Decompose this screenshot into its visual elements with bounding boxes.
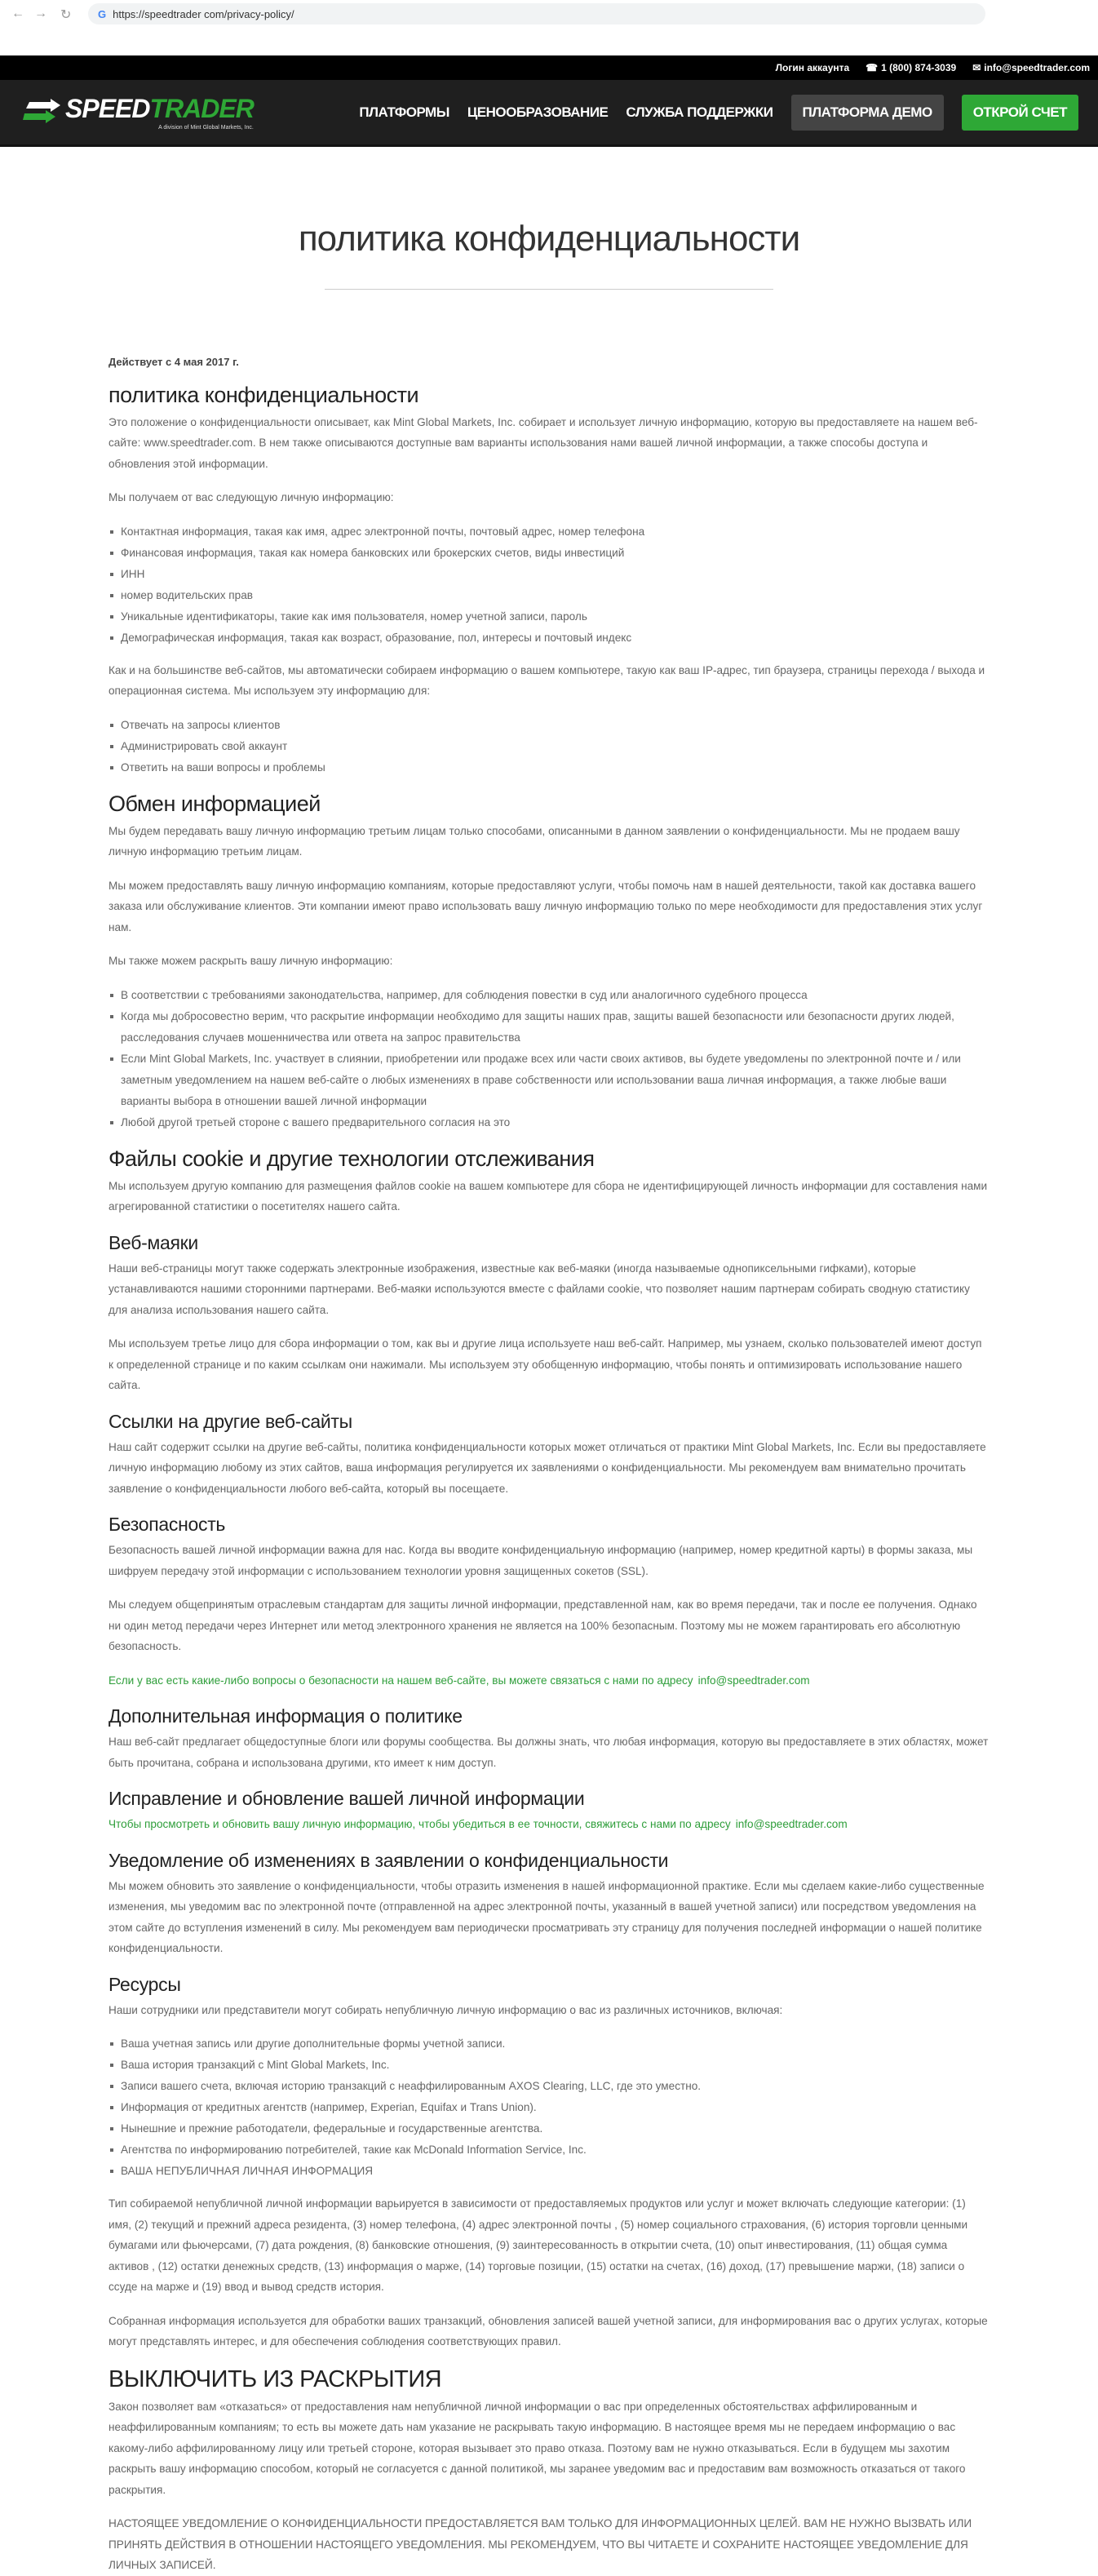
section-heading: ВЫКЛЮЧИТЬ ИЗ РАСКРЫТИЯ: [108, 2365, 442, 2392]
list-item: Контактная информация, такая как имя, адрес электронной почты, почтовый адрес, номер телефона: [108, 521, 990, 543]
section-heading: Дополнительная информация о политике: [108, 1705, 463, 1727]
section-heading: Исправление и обновление вашей личной информации: [108, 1788, 585, 1809]
paragraph: Мы можем предоставлять вашу личную информацию компаниям, которые предоставляют услуги, чтобы помочь нам в нашей деятельности, такой как доставка вашего заказа или обслуживание клиентов. Эти компании имеют право использовать вашу личную информацию только по мере необходимости для предоставления этих услуг нам.: [108, 879, 983, 933]
paragraph: Наши веб-страницы могут также содержать электронные изображения, известные как веб-маяки (иногда называемые однопиксельными гифками), которые устанавливаются нашими сторонними партнерами. Веб-маяки используются вместе с файлами cookie, что позволяет нашим партнерам собирать сводную статистику для анализа использования нашего сайта.: [108, 1261, 970, 1316]
list-item: Отвечать на запросы клиентов: [108, 715, 990, 736]
demo-platform-button[interactable]: ПЛАТФОРМА ДЕМО: [791, 95, 944, 131]
open-account-button[interactable]: ОТКРОЙ СЧЕТ: [962, 95, 1078, 131]
browser-chrome: [0, 0, 1098, 55]
usage-list: [108, 715, 990, 778]
section-heading: Обмен информацией: [108, 791, 321, 816]
list-item: Администрировать свой аккаунт: [108, 736, 990, 757]
mail-icon: ✉: [972, 62, 981, 73]
paragraph: Наши сотрудники или представители могут собирать непубличную личную информацию о вас из различных источников, включая:: [108, 2003, 783, 2016]
page-title: политика конфиденциальности: [298, 219, 800, 259]
security-contact: Если у вас есть какие-либо вопросы о безопасности на нашем веб-сайте, вы можете связаться с нами по адресу info@speedtrader.com: [108, 1674, 810, 1687]
forward-icon[interactable]: →: [34, 7, 47, 20]
effective-date: Действует с 4 мая 2017 г.: [108, 356, 239, 368]
paragraph: Собранная информация используется для обработки ваших транзакций, обновления записей вашей учетной записи, для информирования вас о других услугах, которые могут представлять интерес, и для обеспечения соблюдения соответствующих правил.: [108, 2314, 988, 2348]
list-item: В соответствии с требованиями законодательства, например, для соблюдения повестки в суд или аналогичного судебного процесса: [108, 985, 990, 1006]
info-list: [108, 521, 990, 649]
paragraph: Мы используем другую компанию для размещения файлов cookie на вашем компьютере для сбора не идентифицирующей личность информации для составления нами агрегированной статистики о посетителях нашего сайта.: [108, 1179, 988, 1213]
email-link[interactable]: ✉ info@speedtrader.com: [972, 62, 1090, 73]
logo-arrows-icon: [23, 99, 62, 123]
paragraph: Тип собираемой непубличной личной информации варьируется в зависимости от предоставляемых продуктов или услуг и может включать следующие категории: (1) имя, (2) текущий и прежний адреса резидента, (3) номер телефона, (4) адрес электронной почты , (5) номер социального страхования, (6) история торговли ценными бумагами или фьючерсами, (7) дата рождения, (8) банковские отношения, (9) заинтересованность в открытии счета, (10) опыт инвестирования, (11) общая сумма активов , (12) остатки денежных средств, (13) информация о марже, (14) торговые позиции, (15) остатки на счетах, (16) доход, (17) превышение маржи, (18) записи о ссуде на марже и (19) ввод и вывод средств история.: [108, 2197, 968, 2293]
paragraph: Мы можем обновить это заявление о конфиденциальности, чтобы отразить изменения в нашей информационной практике. Если мы сделаем какие-либо существенные изменения, мы уведомим вас по электронной почте (отправленной на адрес электронной почты, указанный в вашей учетной записи) или посредством уведомления на этом сайте до вступления изменений в силу. Мы рекомендуем вам периодически просматривать эту страницу для получения последней информации о нашей политике конфиденциальности.: [108, 1879, 985, 1954]
google-icon: G: [98, 7, 107, 20]
list-item: Если Mint Global Markets, Inc. участвует в слиянии, приобретении или продаже всех или части своих активов, вы будете уведомлены по электронной почте и / или заметным уведомлением на нашем веб-сайте о любых изменениях в праве собственности или использовании ваша личная информация, а также любые ваши варианты выбора в отношении вашей личной информации: [108, 1049, 990, 1112]
paragraph: Мы будем передавать вашу личную информацию третьим лицам только способами, описанными в данном заявлении о конфиденциальности. Мы не продаем вашу личную информацию третьим лицам.: [108, 824, 960, 858]
paragraph: Наш веб-сайт предлагает общедоступные блоги или форумы сообщества. Вы должны знать, что любая информация, которую вы предоставляете в этих областях, может быть прочитана, собрана и использована другими, кто имеет к ним доступ.: [108, 1736, 989, 1769]
section-heading: Файлы cookie и другие технологии отслеживания: [108, 1146, 595, 1171]
page-header: [0, 147, 1098, 290]
paragraph: НАСТОЯЩЕЕ УВЕДОМЛЕНИЕ О КОНФИДЕНЦИАЛЬНОСТИ ПРЕДОСТАВЛЯЕТСЯ ВАМ ТОЛЬКО ДЛЯ ИНФОРМАЦИОННЫХ ЦЕЛЕЙ. ВАМ НЕ НУЖНО ВЫЗВАТЬ ИЛИ ПРИНЯТЬ ДЕЙСТВИЯ В ОТНОШЕНИИ НАСТОЯЩЕГО УВЕДОМЛЕНИЯ. МЫ РЕКОМЕНДУЕМ, ЧТО ВЫ ЧИТАЕТЕ И СОХРАНИТЕ НАСТОЯЩЕЕ УВЕДОМЛЕНИЕ ДЛЯ ЛИЧНЫХ ЗАПИСЕЙ.: [108, 2517, 972, 2571]
list-item: Ваша учетная запись или другие дополнительные формы учетной записи.: [108, 2033, 990, 2055]
section-heading: Уведомление об изменениях в заявлении о конфиденциальности: [108, 1849, 669, 1871]
top-utility-bar: [0, 55, 1098, 80]
list-item: Любой другой третьей стороне с вашего предварительного согласия на это: [108, 1112, 990, 1133]
main-nav: [0, 80, 1098, 147]
paragraph: Это положение о конфиденциальности описывает, как Mint Global Markets, Inc. собирает и использует личную информацию, которую вы предоставляете на нашем веб-сайте: www.speedtrader.com. В нем также описываются доступные вам варианты использования нами вашей личной информации, а также способы доступа и обновления этой информации.: [108, 415, 978, 470]
list-item: Нынешние и прежние работодатели, федеральные и государственные агентства.: [108, 2118, 990, 2139]
phone-icon: ☎: [866, 62, 879, 73]
logo-wordmark: SPEEDTRADER: [65, 93, 254, 123]
phone-link[interactable]: ☎ 1 (800) 874-3039: [866, 62, 957, 73]
paragraph: Как и на большинстве веб-сайтов, мы автоматически собираем информацию о вашем компьютере, такую как ваш IP-адрес, тип браузера, страницы перехода / выхода и операционная система. Мы используем эту информацию для:: [108, 663, 985, 697]
paragraph: Закон позволяет вам «отказаться» от предоставления нам непубличной личной информации о вас при определенных обстоятельствах аффилированным и неаффилированным компаниям; то есть вы можете дать нам указание не раскрывать такую информацию. В настоящее время мы не передаем информацию о вас какому-либо аффилированному лицу или третьей стороне, которая вызывает это право отказа. Поэтому вам не нужно отказываться. Если в будущем мы захотим раскрыть вашу информацию способом, который не согласуется с данной политикой, мы заранее уведомим вас и предоставим вам возможность отказаться от такого раскрытия.: [108, 2400, 966, 2496]
reload-icon[interactable]: ↻: [60, 8, 72, 22]
logo-tagline: A division of Mint Global Markets, Inc.: [158, 124, 254, 131]
url-text[interactable]: https://speedtrader com/privacy-policy/: [113, 7, 294, 20]
list-item: ВАША НЕПУБЛИЧНАЯ ЛИЧНАЯ ИНФОРМАЦИЯ: [108, 2161, 990, 2182]
section-heading: Ссылки на другие веб-сайты: [108, 1410, 352, 1432]
paragraph: Мы получаем от вас следующую личную информацию:: [108, 491, 394, 503]
paragraph: Мы следуем общепринятым отраслевым стандартам для защиты личной информации, представленной нам, как во время передачи, так и после ее получения. Однако ни один метод передачи через Интернет или метод электронного хранения не является на 100% безопасным. Поэтому мы не можем гарантировать его абсолютную безопасность.: [108, 1598, 977, 1652]
list-item: Агентства по информированию потребителей, такие как McDonald Information Service, Inc.: [108, 2139, 990, 2161]
section-heading: политика конфиденциальности: [108, 382, 419, 407]
paragraph: Мы также можем раскрыть вашу личную информацию:: [108, 955, 393, 967]
paragraph: Безопасность вашей личной информации важна для нас. Когда вы вводите конфиденциальную информацию (например, номер кредитной карты) в формы заказа, мы шифруем передачу этой информации с использованием технологии уровня защищенных сокетов (SSL).: [108, 1544, 973, 1577]
nav-platforms[interactable]: ПЛАТФОРМЫ: [359, 104, 449, 120]
section-heading: Веб-маяки: [108, 1231, 198, 1253]
list-item: Ваша история транзакций с Mint Global Markets, Inc.: [108, 2055, 990, 2076]
list-item: номер водительских прав: [108, 585, 990, 606]
back-icon[interactable]: ←: [11, 7, 24, 20]
list-item: Когда мы добросовестно верим, что раскрытие информации необходимо для защиты наших прав, защиты вашей безопасности или безопасности других людей, расследования случаев мошенничества или ответа на запрос правительства: [108, 1006, 990, 1049]
address-bar[interactable]: [88, 3, 985, 24]
section-heading: Ресурсы: [108, 1973, 181, 1995]
email-link[interactable]: info@speedtrader.com: [697, 1674, 810, 1687]
policy-content: [108, 290, 990, 2576]
sources-list: [108, 2033, 990, 2182]
list-item: Уникальные идентификаторы, такие как имя пользователя, номер учетной записи, пароль: [108, 606, 990, 627]
speedtrader-logo[interactable]: [23, 94, 276, 131]
update-contact: Чтобы просмотреть и обновить вашу личную информацию, чтобы убедиться в ее точности, свяжитесь с нами по адресу info@speedtrader.com: [108, 1818, 848, 1830]
paragraph: Наш сайт содержит ссылки на другие веб-сайты, политика конфиденциальности которых может отличаться от практики Mint Global Markets, Inc. Если вы предоставляете личную информацию любому из этих сайтов, ваша информация регулируется их заявлениями о конфиденциальности. Мы рекомендуем вам внимательно прочитать заявление о конфиденциальности любого веб-сайта, который вы посещаете.: [108, 1440, 986, 1495]
section-heading: Безопасность: [108, 1514, 226, 1535]
list-item: Записи вашего счета, включая историю транзакций с неаффилированным AXOS Clearing, LLC, где это уместно.: [108, 2076, 990, 2097]
email-link[interactable]: info@speedtrader.com: [735, 1818, 848, 1830]
list-item: Финансовая информация, такая как номера банковских или брокерских счетов, виды инвестиций: [108, 543, 990, 564]
list-item: Ответить на ваши вопросы и проблемы: [108, 757, 990, 778]
nav-pricing[interactable]: ЦЕНООБРАЗОВАНИЕ: [467, 104, 609, 120]
nav-support[interactable]: СЛУЖБА ПОДДЕРЖКИ: [626, 104, 773, 120]
paragraph: Мы используем третье лицо для сбора информации о том, как вы и другие лица используете наш веб-сайт. Например, мы узнаем, сколько пользователей имеют доступ к определенной странице и по каким ссылкам они нажимали. Мы используем эту обобщенную информацию, чтобы понять и оптимизировать использование нашего сайта.: [108, 1337, 982, 1391]
login-link[interactable]: Логин аккаунта: [775, 62, 850, 73]
list-item: Информация от кредитных агентств (например, Experian, Equifax и Trans Union).: [108, 2097, 990, 2118]
disclosure-list: [108, 985, 990, 1133]
list-item: ИНН: [108, 564, 990, 585]
list-item: Демографическая информация, такая как возраст, образование, пол, интересы и почтовый индекс: [108, 627, 990, 649]
